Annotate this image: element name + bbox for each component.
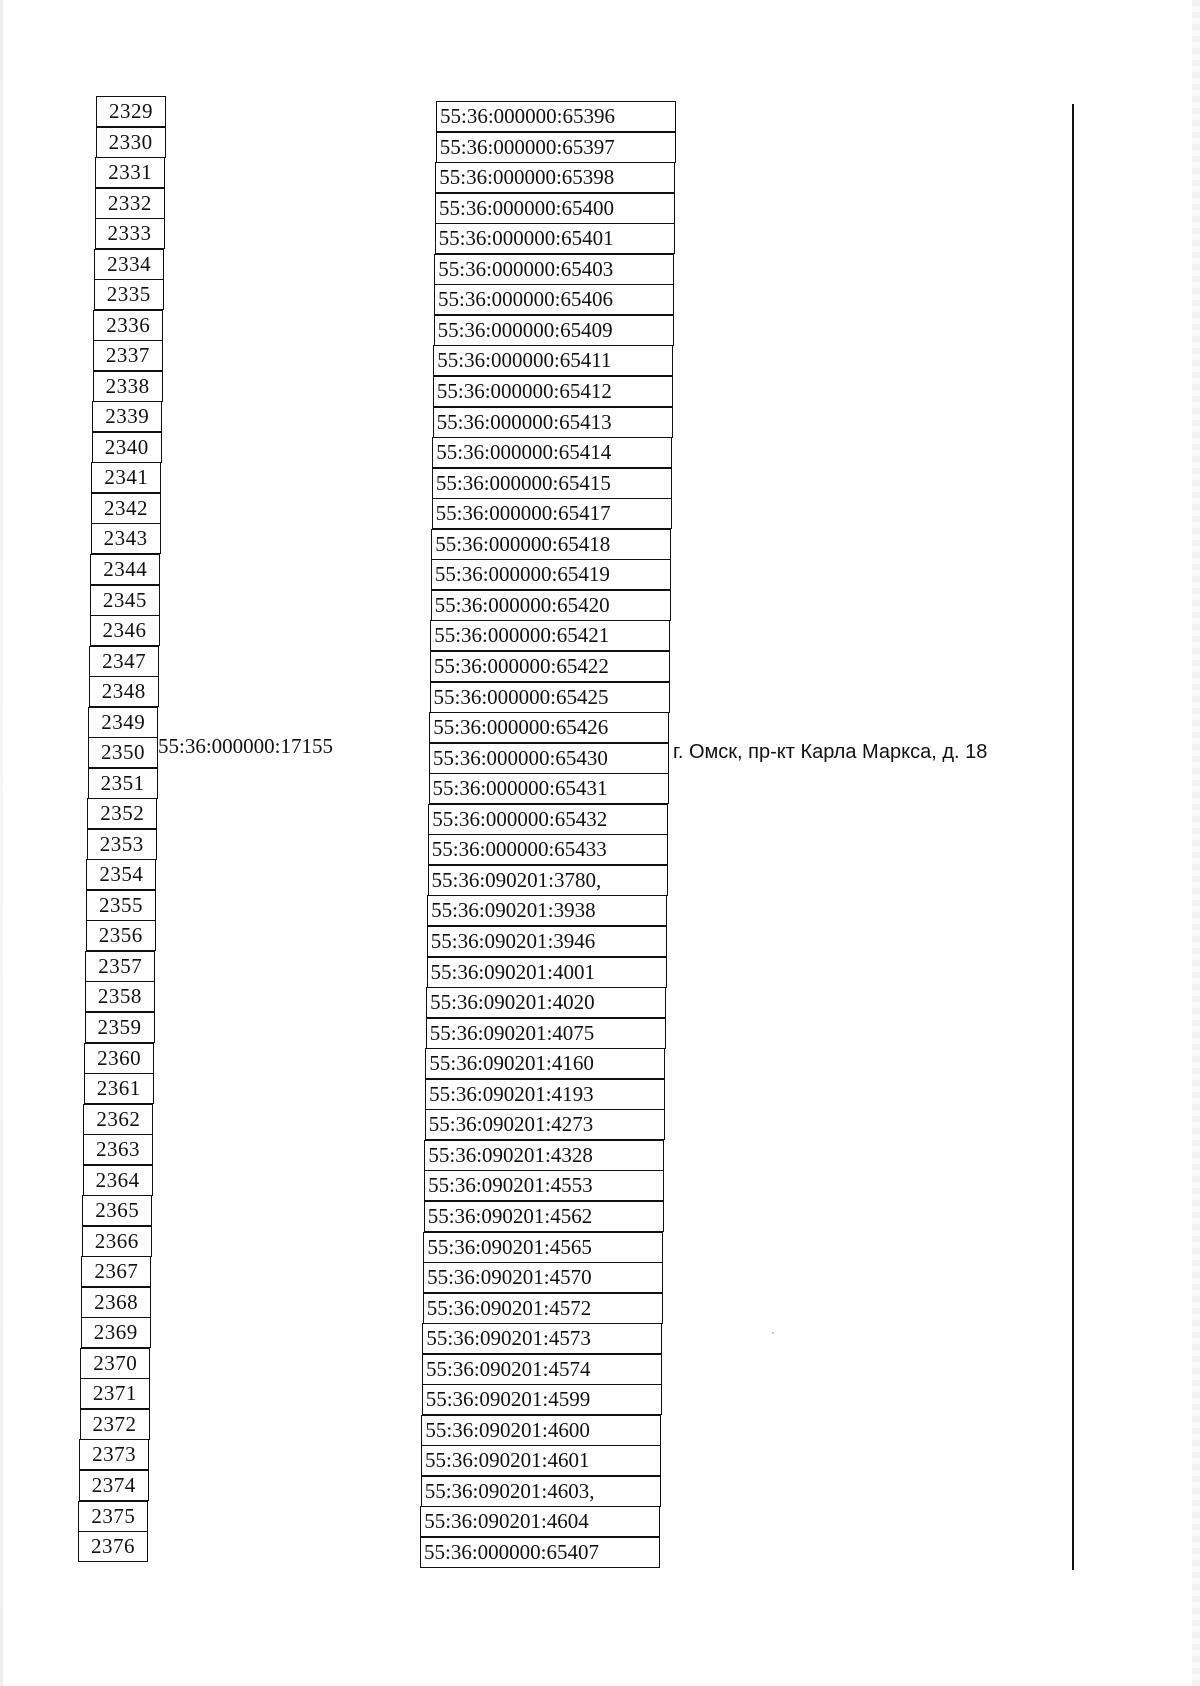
cadastral-number-cell: 55:36:000000:65433 [428, 834, 668, 865]
row-number-cell: 2347 [89, 646, 159, 677]
row-number-cell: 2351 [88, 768, 158, 799]
row-number-cell: 2341 [91, 462, 161, 493]
row-number-cell: 2349 [88, 707, 158, 738]
cadastral-number-cell: 55:36:000000:65414 [432, 437, 672, 468]
row-number-cell: 2361 [84, 1073, 154, 1104]
cadastral-number-cell: 55:36:090201:4599 [422, 1384, 662, 1415]
cadastral-number-cell: 55:36:090201:4601 [421, 1445, 661, 1476]
cadastral-number-cell: 55:36:000000:65401 [435, 223, 675, 254]
row-number-cell: 2364 [83, 1165, 153, 1196]
row-number-cell: 2357 [85, 951, 155, 982]
row-number-cell: 2339 [92, 401, 162, 432]
row-number-cell: 2370 [80, 1348, 150, 1379]
cadastral-number-cell: 55:36:000000:65397 [436, 132, 676, 163]
row-number-cell: 2334 [94, 249, 164, 280]
row-number-cell: 2348 [89, 676, 159, 707]
row-number-cell: 2353 [87, 829, 157, 860]
cadastral-number-cell: 55:36:000000:65400 [435, 193, 675, 224]
cadastral-number-cell: 55:36:090201:4574 [422, 1354, 662, 1385]
cadastral-number-cell: 55:36:090201:4603, [421, 1476, 661, 1507]
row-number-cell: 2362 [83, 1104, 153, 1135]
cadastral-number-cell: 55:36:090201:3946 [427, 926, 667, 957]
row-number-cell: 2354 [86, 859, 156, 890]
row-number-cell: 2343 [91, 523, 161, 554]
cadastral-number-cell: 55:36:000000:65413 [433, 407, 673, 438]
cadastral-number-cell: 55:36:000000:65403 [434, 254, 674, 285]
row-number-cell: 2372 [80, 1409, 150, 1440]
row-number-cell: 2355 [86, 890, 156, 921]
cadastral-number-cell: 55:36:090201:4573 [422, 1323, 662, 1354]
cadastral-number-cell: 55:36:090201:4565 [423, 1232, 663, 1263]
cadastral-number-cell: 55:36:000000:65409 [434, 315, 674, 346]
cadastral-number-cell: 55:36:000000:65420 [431, 590, 671, 621]
cadastral-number-cell: 55:36:090201:3780, [428, 865, 668, 896]
cadastral-number-cell: 55:36:000000:65432 [428, 804, 668, 835]
cadastral-number-cell: 55:36:090201:3938 [427, 895, 667, 926]
cadastral-number-cell: 55:36:000000:65412 [433, 376, 673, 407]
row-number-cell: 2367 [81, 1256, 151, 1287]
cadastral-number-cell: 55:36:000000:65430 [429, 743, 669, 774]
cadastral-number-cell: 55:36:000000:65431 [429, 773, 669, 804]
building-address: г. Омск, пр-кт Карла Маркса, д. 18 [673, 741, 988, 763]
row-number-cell: 2356 [86, 920, 156, 951]
cadastral-number-cell: 55:36:000000:65396 [436, 101, 676, 132]
row-number-cell: 2344 [90, 554, 160, 585]
row-number-cell: 2331 [95, 157, 165, 188]
row-number-cell: 2360 [84, 1043, 154, 1074]
cadastral-number-cell: 55:36:000000:65422 [430, 651, 670, 682]
cadastral-number-cell: 55:36:090201:4160 [425, 1048, 665, 1079]
row-number-cell: 2342 [91, 493, 161, 524]
row-number-cell: 2358 [85, 981, 155, 1012]
row-number-cell: 2368 [81, 1287, 151, 1318]
table-right-border [1072, 104, 1074, 1570]
row-number-cell: 2363 [83, 1134, 153, 1165]
row-number-cell: 2366 [82, 1226, 152, 1257]
cadastral-number-cell: 55:36:000000:65418 [431, 529, 671, 560]
cadastral-number-cell: 55:36:090201:4600 [421, 1415, 661, 1446]
row-number-cell: 2346 [90, 615, 160, 646]
cadastral-number-cell: 55:36:000000:65421 [430, 620, 670, 651]
cadastral-number-cell: 55:36:090201:4562 [424, 1201, 664, 1232]
row-number-cell: 2336 [93, 310, 163, 341]
row-number-cell: 2352 [87, 798, 157, 829]
row-number-cell: 2338 [93, 371, 163, 402]
row-number-cell: 2333 [95, 218, 165, 249]
scan-edge-right [1192, 0, 1200, 1686]
cadastral-number-cell: 55:36:090201:4570 [423, 1262, 663, 1293]
cadastral-number-cell: 55:36:000000:65425 [430, 682, 670, 713]
row-number-cell: 2332 [95, 188, 165, 219]
row-number-cell: 2369 [81, 1317, 151, 1348]
row-number-cell: 2374 [79, 1470, 149, 1501]
cadastral-number-cell: 55:36:090201:4553 [424, 1170, 664, 1201]
cadastral-number-cell: 55:36:000000:65407 [420, 1537, 660, 1568]
row-number-cell: 2329 [96, 96, 166, 127]
building-cadastral-number: 55:36:000000:17155 [158, 734, 334, 758]
row-number-cell: 2345 [90, 585, 160, 616]
cadastral-number-cell: 55:36:090201:4193 [425, 1079, 665, 1110]
cadastral-number-cell: 55:36:000000:65411 [433, 345, 673, 376]
row-number-cell: 2376 [78, 1531, 148, 1562]
cadastral-number-cell: 55:36:090201:4020 [426, 987, 666, 1018]
row-number-cell: 2373 [79, 1439, 149, 1470]
cadastral-number-cell: 55:36:090201:4075 [426, 1018, 666, 1049]
row-number-cell: 2350 [88, 737, 158, 768]
cadastral-number-cell: 55:36:000000:65426 [429, 712, 669, 743]
row-number-cell: 2365 [82, 1195, 152, 1226]
row-number-cell: 2371 [80, 1378, 150, 1409]
cadastral-number-cell: 55:36:000000:65419 [431, 559, 671, 590]
cadastral-number-cell: 55:36:000000:65415 [432, 468, 672, 499]
row-number-cell: 2335 [94, 279, 164, 310]
row-number-cell: 2340 [92, 432, 162, 463]
cadastral-number-cell: 55:36:090201:4001 [427, 957, 667, 988]
cadastral-number-cell: 55:36:000000:65417 [432, 498, 672, 529]
cadastral-number-cell: 55:36:090201:4604 [420, 1506, 660, 1537]
cadastral-number-cell: 55:36:000000:65398 [435, 162, 675, 193]
cadastral-number-cell: 55:36:090201:4328 [424, 1140, 664, 1171]
row-number-cell: 2330 [96, 127, 166, 158]
scan-speck [772, 1332, 774, 1334]
cadastral-number-cell: 55:36:090201:4273 [425, 1109, 665, 1140]
row-number-cell: 2359 [85, 1012, 155, 1043]
row-number-cell: 2337 [93, 340, 163, 371]
scan-edge-left [0, 0, 3, 1686]
row-number-cell: 2375 [78, 1501, 148, 1532]
cadastral-number-cell: 55:36:000000:65406 [434, 284, 674, 315]
cadastral-number-cell: 55:36:090201:4572 [423, 1293, 663, 1324]
